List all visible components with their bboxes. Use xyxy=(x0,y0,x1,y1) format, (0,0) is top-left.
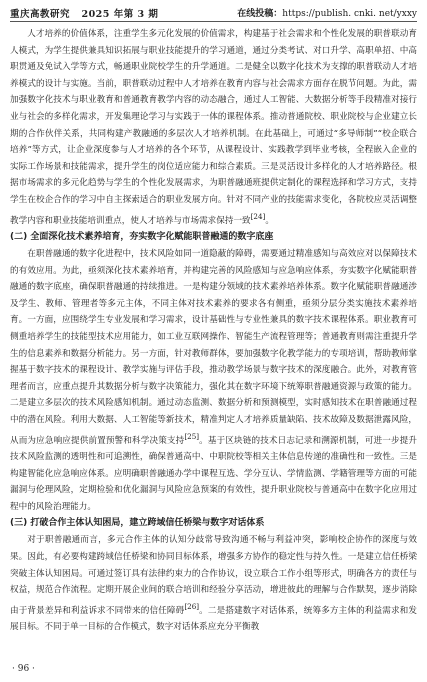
article-body xyxy=(10,26,417,666)
online-submission-label: 在线投稿： xyxy=(237,9,283,19)
journal-name: 重庆高教研究 xyxy=(10,9,71,20)
page-number: · 96 · xyxy=(12,664,35,674)
citation-ref: [25] xyxy=(184,431,200,441)
section-heading: (三) 打破合作主体认知困局，建立跨域信任桥梁与数字对话体系 xyxy=(10,518,265,529)
page-header xyxy=(0,0,427,24)
issue-number: 2025 年第 3 期 xyxy=(81,9,159,20)
citation-ref: [24] xyxy=(250,211,266,221)
citation-ref: [26] xyxy=(184,601,200,611)
online-submission-url[interactable]: https://publish. cnki. net/yxxy xyxy=(282,9,417,19)
paragraph: 人才培养的价值体系，注重学生多元化发展的价值需求，构建基于社会需求和个性化发展的职普联动育人模式，为学生提供兼具知识拓展与职业技能提升的学习通道，通过分类考试、对口升学、高职单招、中高职贯通及免试入学等方式，畅通职业院校学生的升学通道。二是健全以数字化技术为支撑的职普联动人才培养模式的设计与实施。当前，职普联动过程中人才培养在教育内容与社会需求方面存在脱节问题。为此，需加强数字化技术与职业教育和普通教育教学内容的动态融合，通过人工智能、大数据分析等手段精准对接行业与社会的多样化需求，开发集理论学习与实践于一体的课程体系。推动普通院校、职业院校与企业建立长期的合作伙伴关系，共同构建产教融通的多层次人才培养机制。在此基础上，可通过“多导师制”“校企联合培养”等方式，让企业深度参与人才培养的各个环节，从课程设计、实践教学到毕业考核，全程嵌入企业的实际工作场景和技能需求，提升学生的岗位适应能力和综合素质。三是灵活设计多样化的人才培养路径。根据市场需求的多元化趋势与学生的个性化发展需求，为职普融通班提供定制化的课程选择和学习方式，支持学生在校企合作的学习中自主探索适合的职业发展方向。针对不同产业的技能需求变化，各院校应灵活调整教学内容和职业技能培训重点，使人才培养与市场需求保持一致[24]。 xyxy=(10,29,417,226)
section-heading: (二) 全面深化技术素养培育，夯实数字化赋能职普融通的数字底座 xyxy=(10,231,274,242)
header-divider xyxy=(10,21,417,22)
paragraph: 在职普融通的数字化进程中，技术风险如同一道隐蔽的障碍，需要通过精准感知与高效应对以保障技术的有效应用。为此，亟须深化技术素养培育，并构建完善的风险感知与应急响应体系，夯实数字化赋能职普融通的数字底座，确保职普融通的持续推进。一是构建分领域的技术素养培养体系。数字化赋能职普融通涉及学生、教师、管理者等多元主体，不同主体对技术素养的要求各有侧重，亟须分层分类实施技术素养培育。一方面，应围绕学生专业发展和学习需求，设计基础性与专业性兼具的数字技术课程体系。职业教育可侧重培养学生的技能型技术应用能力，如工业互联网操作、智能生产流程管理等；普通教育则需注重提升学生的信息素养和数据分析能力。另一方面，针对教师群体，要加强数字化教学能力的专项培训，帮助教师掌握基于数字技术的课程设计、教学实施与评估手段，推动教学场景与数字技术的深度融合。此外，对教育管理者而言，应重点提升其数据分析与数字决策能力，强化其在数字环境下统筹职普融通资源与政策的能力。二是建立多层次的技术风险感知机制。通过动态监测、数据分析和预测模型，实时感知技术在职普融通过程中的潜在风险。利用大数据、人工智能等新技术，精准判定人才培养质量缺陷、技术故障及数据泄露风险，从而为应急响应提供前置预警和科学决策支持[25]。基于区块链的技术日志记录和溯源机制，可进一步提升技术风险监测的透明性和可追溯性，确保普通高中、中职院校等相关主体信息传递的准确性和一致性。三是构建智能化应急响应体系。应明确职普融通办学中课程互选、学分互认、学情监测、学籍管理等方面的可能漏洞与伦理风险，定期检验和优化漏洞与风险应急预案的有效性，提升职业院校与普通高中在数字化应用过程中的风险治理能力。 xyxy=(10,248,417,512)
paragraph: 对于职普融通而言，多元合作主体的认知分歧常导致沟通不畅与利益冲突，影响校企协作的深度与效果。因此，有必要构建跨域信任桥梁和协同目标体系，增强多方协作的稳定性与持久性。一是建立信任桥梁突破主体认知困局。可通过签订具有法律约束力的合作协议，设立联合工作小组等形式，明确各方的责任与权益，规范合作流程。定期开展企业间的联合培训和经验分享活动，增进彼此的理解与合作默契，逐步消除由于背景差异和利益诉求不同带来的信任障碍[26]。二是搭建数字对话体系，统筹多方主体的利益需求和发展目标。不同于单一目标的合作模式，数字对话体系应充分平衡教 xyxy=(10,535,417,633)
